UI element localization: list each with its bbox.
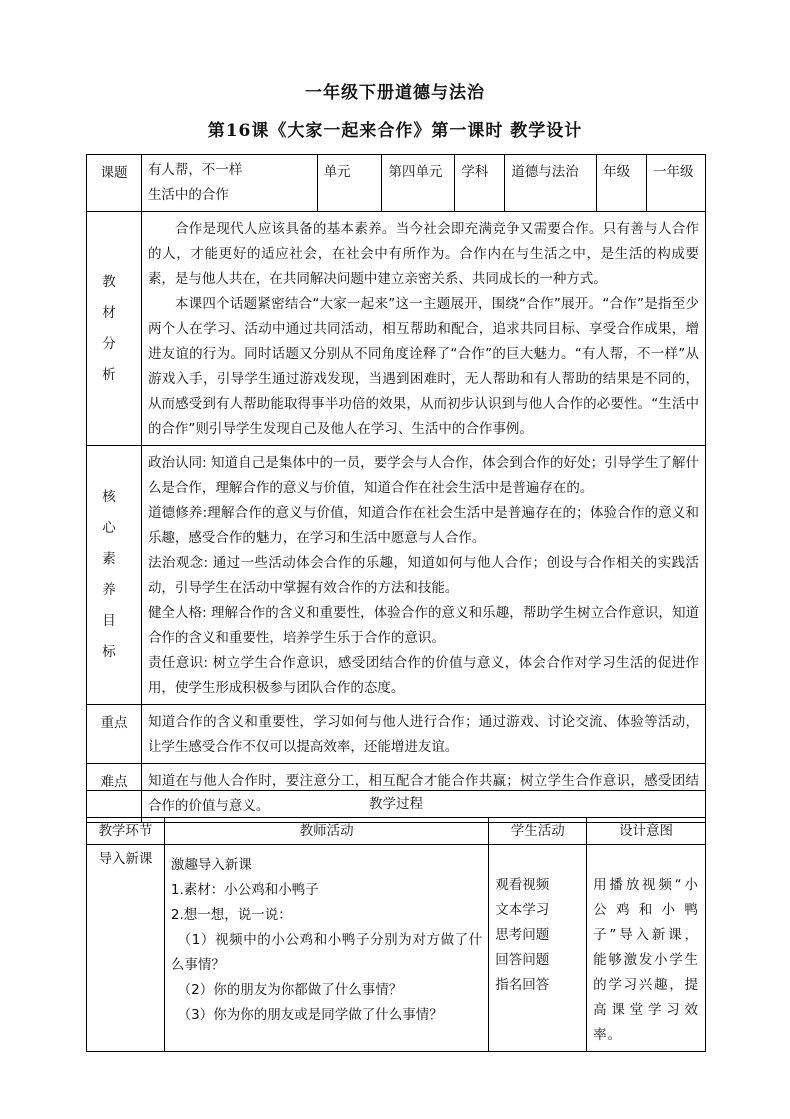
topic-value (141, 155, 317, 212)
subject-value: 道德与法治 (505, 155, 597, 212)
goals-content (141, 446, 705, 705)
goals-label-text: 核心素养目标 (102, 489, 126, 660)
goal-item: 健全人格: 理解合作的含义和重要性，体验合作的意义和乐趣，帮助学生树立合作意识，知道合作的含义和重要性，培养学生乐于合作的意识。 (147, 605, 699, 646)
stage-intro: 导入新课 (87, 845, 165, 1052)
unit-value: 第四单元 (382, 155, 455, 212)
lesson-title: 第16课《大家一起来合作》第一课时 教学设计 (207, 121, 583, 141)
student-line: 思考问题 (495, 927, 550, 943)
goal-item: 政治认同: 知道自己是集体中的一员，要学会与人合作，体会到合作的好处；引导学生了解什么是合作，理解合作的意义与价值，知道合作在社会生活中是普遍存在的。 (147, 455, 699, 496)
design-intent (587, 845, 706, 1052)
header-stage: 教学环节 (87, 818, 165, 845)
unit-label: 单元 (317, 155, 382, 212)
student-line: 文本学习 (495, 902, 550, 918)
topic-label: 课题 (87, 155, 142, 212)
key-points-text (141, 705, 705, 764)
analysis-paragraph-2: 本课四个话题紧密结合“大家一起来”这一主题展开，围绕“合作”展开。“合作”是指至少两个人在学习、活动中通过共同活动，相互帮助和配合，追求共同目标、享受合作成果，增进友谊的行为。同时话题又分别从不同角度诠释了“合作”的巨大魅力。“有人帮，不一样”从游戏入手，引导学生通过游戏发现，当遇到困难时，无人帮助和有人帮助的结果是不同的，从而感受到有人帮助能取得事半功倍的效果，从而初步认识到与他人合作的必要性。“生活中的合作”则引导学生发现自己及他人在学习、生活中的合作事例。 (147, 296, 699, 437)
student-line: 指名回答 (495, 977, 550, 993)
key-points-label: 重点 (87, 705, 142, 764)
header-intent: 设计意图 (587, 818, 706, 845)
goal-item: 法治观念: 通过一些活动体会合作的乐趣，知道如何与他人合作；创设与合作相关的实践活动，引导学生在活动中掌握有效合作的方法和技能。 (147, 555, 699, 596)
teacher-line: 激趣导入新课 (170, 857, 252, 873)
teacher-line: （1）视频中的小公鸡和小鸭子分别为对方做了什么事情？ (170, 932, 483, 973)
analysis-content (141, 212, 705, 446)
analysis-paragraph-1: 合作是现代人应该具备的基本素养。当今社会即充满竞争又需要合作。只有善与人合作的人，才能更好的适应社会，在社会中有所作为。合作内在与生活之中，是生活的构成要素，是与他人共在，在共同解决问题中建立亲密关系、共同成长的一种方式。 (147, 221, 699, 287)
subject-label: 学科 (455, 155, 505, 212)
teaching-process-table (86, 790, 706, 1052)
student-line: 回答问题 (495, 952, 550, 968)
topic-value-2: 生活中的合作 (147, 187, 229, 203)
header-teacher: 教师活动 (164, 818, 488, 845)
lesson-info-table (86, 154, 706, 823)
teacher-line: （2）你的朋友为你都做了什么事情？ (177, 982, 403, 998)
document-title: 一年级下册道德与法治 (305, 83, 485, 103)
analysis-label-text: 教材分析 (102, 273, 126, 383)
teacher-activity (164, 845, 488, 1052)
grade-value: 一年级 (647, 155, 706, 212)
goal-item: 责任意识: 树立学生合作意识，感受团结合作的价值与意义，体会合作对学习生活的促进作用，使学生形成积极参与团队合作的态度。 (147, 655, 699, 696)
grade-label: 年级 (597, 155, 647, 212)
design-intent-text: 用播放视频“小公鸡和小鸭子”导入新课，能够激发小学生的学习兴趣，提高课堂学习效率。 (593, 877, 699, 1043)
analysis-label (87, 212, 142, 446)
difficulties-paragraph: 知道在与他人合作时，要注意分工，相互配合才能合作共赢；树立学生合作意识，感受团结合作的价值与意义。 (147, 773, 699, 814)
header-student: 学生活动 (489, 818, 587, 845)
teacher-line: （3）你为你的朋友或是同学做了什么事情？ (177, 1007, 443, 1023)
goals-label (87, 446, 142, 705)
student-activity (489, 845, 587, 1052)
goal-item: 道德修养:理解合作的意义与价值，知道合作在社会生活中是普遍存在的；体验合作的意义和乐趣，感受合作的魅力，在学习和生活中愿意与人合作。 (147, 505, 699, 546)
key-points-paragraph: 知道合作的含义和重要性，学习如何与他人进行合作；通过游戏、讨论交流、体验等活动，让学生感受合作不仅可以提高效率，还能增进友谊。 (147, 714, 699, 755)
student-line: 观看视频 (495, 877, 550, 893)
difficulties-label: 难点 (87, 764, 142, 823)
process-title: 教学过程 (87, 791, 706, 818)
teacher-line: 1.素材：小公鸡和小鸭子 (170, 882, 319, 898)
teacher-line: 2.想一想，说一说： (170, 907, 292, 923)
topic-value-1: 有人帮，不一样 (147, 162, 243, 178)
